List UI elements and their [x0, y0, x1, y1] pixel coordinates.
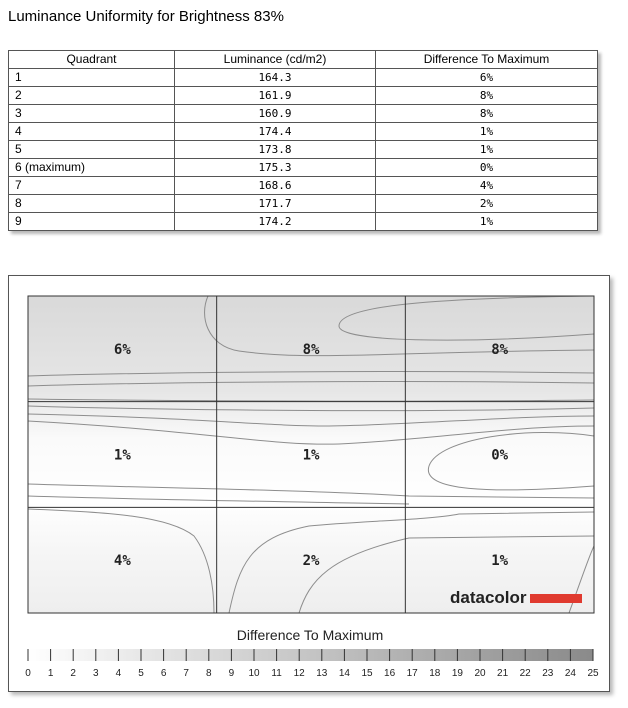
cell-label: 2% — [302, 553, 320, 570]
cell-label: 1% — [491, 553, 509, 570]
colorbar — [25, 627, 599, 679]
colorbar-tick-label: 9 — [228, 668, 235, 679]
colorbar-tick-label: 21 — [497, 668, 509, 679]
luminance-cell: 174.4 — [175, 123, 376, 141]
logo-text: datacolor — [450, 588, 527, 607]
logo-bar — [530, 594, 582, 603]
cell-label: 1% — [113, 447, 131, 464]
colorbar-tick-label: 25 — [587, 668, 599, 679]
luminance-cell: 164.3 — [175, 69, 376, 87]
uniformity-chart-panel — [8, 275, 610, 692]
difference-cell: 6% — [376, 69, 598, 87]
luminance-cell: 175.3 — [175, 159, 376, 177]
colorbar-tick-label: 1 — [47, 668, 54, 679]
table-row — [9, 177, 598, 195]
luminance-cell: 174.2 — [175, 213, 376, 231]
colorbar-gradient — [28, 649, 593, 661]
colorbar-tick-label: 18 — [429, 668, 441, 679]
colorbar-tick-label: 22 — [519, 668, 531, 679]
colorbar-tick-label: 4 — [115, 668, 122, 679]
luminance-cell: 168.6 — [175, 177, 376, 195]
colorbar-tick-label: 24 — [564, 668, 576, 679]
cell-label: 0% — [491, 447, 509, 464]
colorbar-tick-label: 15 — [361, 668, 373, 679]
colorbar-tick-label: 13 — [316, 668, 328, 679]
quadrant-cell: 7 — [9, 177, 175, 195]
column-header-luminance: Luminance (cd/m2) — [175, 51, 376, 69]
quadrant-cell: 2 — [9, 87, 175, 105]
quadrant-cell: 4 — [9, 123, 175, 141]
colorbar-tick-label: 17 — [406, 668, 418, 679]
quadrant-cell: 9 — [9, 213, 175, 231]
difference-cell: 8% — [376, 87, 598, 105]
cell-label: 1% — [302, 447, 320, 464]
colorbar-tick-label: 11 — [271, 668, 282, 679]
luminance-cell: 161.9 — [175, 87, 376, 105]
quadrant-cell: 5 — [9, 141, 175, 159]
quadrant-cell: 8 — [9, 195, 175, 213]
colorbar-tick-label: 23 — [542, 668, 554, 679]
column-header-difference: Difference To Maximum — [376, 51, 598, 69]
table-row — [9, 141, 598, 159]
table-row — [9, 123, 598, 141]
cell-label: 4% — [113, 553, 131, 570]
quadrant-cell: 3 — [9, 105, 175, 123]
colorbar-tick-label: 12 — [293, 668, 305, 679]
table-row — [9, 69, 598, 87]
cell-label: 8% — [491, 341, 509, 358]
luminance-table — [8, 50, 598, 231]
uniformity-chart — [9, 276, 609, 691]
difference-cell: 8% — [376, 105, 598, 123]
colorbar-tick-label: 0 — [25, 668, 31, 679]
table-row — [9, 105, 598, 123]
difference-cell: 4% — [376, 177, 598, 195]
difference-cell: 1% — [376, 123, 598, 141]
page-title: Luminance Uniformity for Brightness 83% — [8, 8, 284, 25]
difference-cell: 1% — [376, 213, 598, 231]
colorbar-tick-label: 10 — [248, 668, 260, 679]
column-header-quadrant: Quadrant — [9, 51, 175, 69]
table-header-row — [9, 51, 598, 69]
colorbar-tick-label: 5 — [138, 668, 144, 679]
luminance-cell: 160.9 — [175, 105, 376, 123]
colorbar-tick-label: 19 — [451, 668, 463, 679]
cell-label: 8% — [302, 341, 320, 358]
luminance-cell: 171.7 — [175, 195, 376, 213]
luminance-cell: 173.8 — [175, 141, 376, 159]
heatmap-area — [28, 296, 594, 613]
colorbar-tick-label: 2 — [70, 668, 76, 679]
colorbar-tick-label: 7 — [183, 668, 189, 679]
table-row — [9, 195, 598, 213]
colorbar-tick-label: 6 — [160, 668, 167, 679]
cell-label: 6% — [113, 341, 131, 358]
table-row — [9, 87, 598, 105]
difference-cell: 2% — [376, 195, 598, 213]
table-row — [9, 159, 598, 177]
quadrant-cell: 6 (maximum) — [9, 159, 175, 177]
table-row — [9, 213, 598, 231]
difference-cell: 0% — [376, 159, 598, 177]
colorbar-tick-label: 20 — [474, 668, 486, 679]
colorbar-title: Difference To Maximum — [236, 627, 384, 643]
colorbar-tick-label: 3 — [93, 668, 99, 679]
colorbar-tick-label: 8 — [206, 668, 212, 679]
difference-cell: 1% — [376, 141, 598, 159]
colorbar-tick-label: 14 — [338, 668, 350, 679]
colorbar-tick-label: 16 — [384, 668, 396, 679]
quadrant-cell: 1 — [9, 69, 175, 87]
